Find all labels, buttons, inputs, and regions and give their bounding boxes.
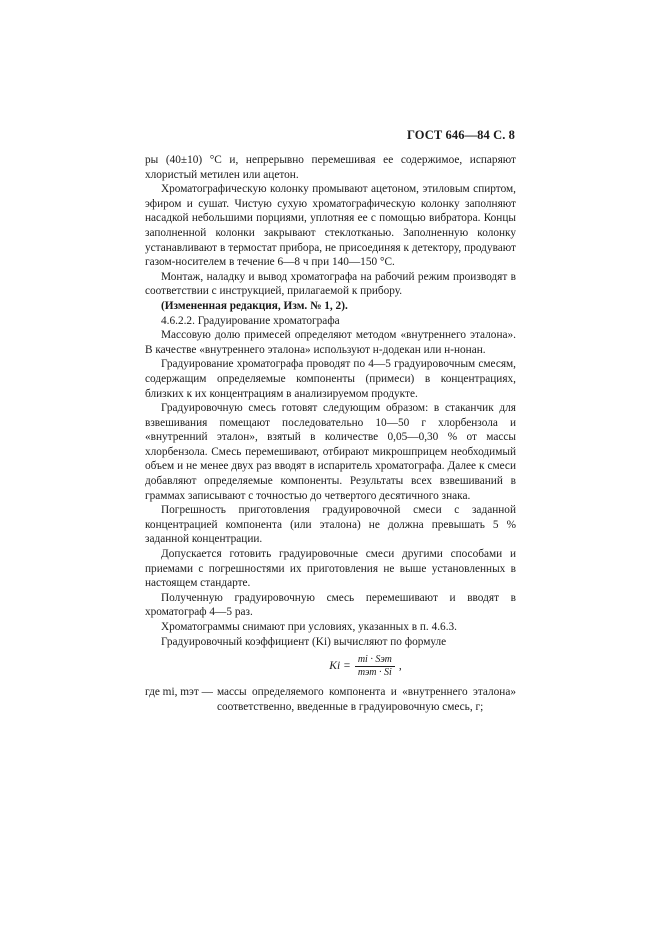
where-clause — [145, 685, 516, 714]
paragraph-5: Градуирование хроматографа проводят по 4—5 градуировочным смесям, содержащим определяемые компоненты (примеси) в концентрациях, близких к их концентрациям в анализируемом продукте. — [145, 358, 516, 400]
paragraph-4: Массовую долю примесей определяют методом «внутреннего эталона». В качестве «внутреннего эталона» используют н-додекан или н-нонан. — [145, 329, 516, 356]
formula-tail: , — [398, 660, 402, 673]
where-text: массы определяемого компонента и «внутреннего эталона» соответственно, введенные в градуировочную смесь, г; — [216, 686, 516, 713]
paragraph-7: Погрешность приготовления градуировочной смеси с заданной концентрацией компонента (или эталона) не должна превышать 5 % заданной концентрации. — [145, 504, 516, 546]
formula-fraction — [355, 654, 395, 679]
formula-denominator: mэт · Si — [357, 667, 392, 679]
paragraph-10: Хроматограммы снимают при условиях, указанных в п. 4.6.3. — [161, 621, 457, 633]
paragraph-8: Допускается готовить градуировочные смеси другими способами и приемами с погрешностями их приготовления не выше установленных в настоящем стандарте. — [145, 548, 516, 590]
paragraph-2: Хроматографическую колонку промывают ацетоном, этиловым спиртом, эфиром и сушат. Чистую сухую хроматографическую колонку заполняют насадкой небольшими порциями, уплотняя ее с помощью вибратора. Концы заполненной колонки закрывают стеклотканью. Заполненную колонку устанавливают в термостат прибора, не присоединяя к детектору, продувают газом-носителем в течение 6—8 ч при 140—150 °С. — [145, 183, 516, 269]
formula-lhs: Ki = — [329, 660, 351, 673]
document-body — [145, 153, 516, 714]
revision-note: (Измененная редакция, Изм. № 1, 2). — [161, 299, 348, 312]
formula-numerator: mi · Sэт — [355, 654, 395, 667]
paragraph-1: ры (40±10) °С и, непрерывно перемешивая ее содержимое, испаряют хлористый метилен или ацетон. — [145, 154, 516, 181]
paragraph-9: Полученную градуировочную смесь перемешивают и вводят в хроматограф 4—5 раз. — [145, 591, 516, 619]
page-header: ГОСТ 646—84 С. 8 — [406, 128, 515, 142]
paragraph-3: Монтаж, наладку и вывод хроматографа на рабочий режим производят в соответствии с инструкцией, прилагаемой к прибору. — [145, 270, 516, 298]
paragraph-6: Градуировочную смесь готовят следующим образом: в стаканчик для взвешивания помещают последовательно 10—50 г хлорбензола и «внутренний эталон», взятый в количестве 0,05—0,30 % от массы хлорбензола. Смесь перемешивают, отбирают микрошприцем необходимый объем и не менее двух раз вводят в испаритель хроматографа. Далее к смеси добавляют определяемые компоненты. Результаты всех взвешиваний в граммах записывают с точностью до четвертого десятичного знака. — [145, 402, 516, 502]
calibration-formula — [215, 654, 516, 679]
section-heading: 4.6.2.2. Градуирование хроматографа — [161, 314, 340, 327]
where-label: где mi, mэт — — [145, 686, 213, 699]
paragraph-11: Градуировочный коэффициент (Ki) вычисляют по формуле — [161, 635, 447, 648]
